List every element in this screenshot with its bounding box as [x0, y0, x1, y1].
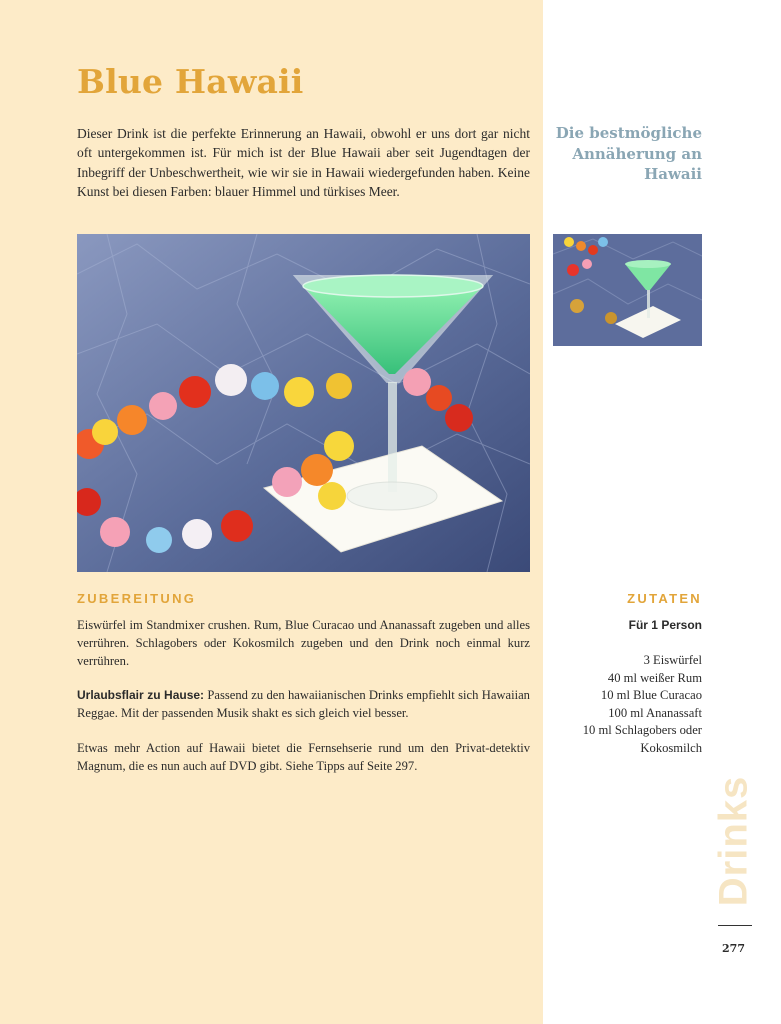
- tip-label: Urlaubsflair zu Hause:: [77, 688, 205, 702]
- thumbnail-cocktail-photo: [553, 234, 702, 346]
- preparation-tip: [77, 687, 530, 723]
- tip-text: Passend zu den hawaiianischen Drinks empfiehlt sich Hawaiian Reggae. Mit der passenden Musik shakt es sich gleich viel besser.: [77, 688, 530, 720]
- ingredient-item: 10 ml Blue Curacao: [600, 688, 702, 703]
- tab-divider: [718, 925, 752, 926]
- ingredient-item: 10 ml Schlagobers oder Kokosmilch: [582, 723, 702, 755]
- ingredient-item: 3 Eiswürfel: [643, 653, 702, 667]
- page-number: 277: [722, 942, 745, 955]
- main-cocktail-photo: [77, 234, 530, 572]
- preparation-note: Etwas mehr Action auf Hawaii bietet die Fernsehserie rund um den Privat-detektiv Magnum, die es nun auch auf DVD gibt. Siehe Tipps auf Seite 297.: [77, 741, 530, 773]
- serving-size: Für 1 Person: [628, 618, 702, 632]
- ingredient-list: [583, 652, 702, 758]
- recipe-title: Blue Hawaii: [77, 62, 304, 101]
- preparation-step: Eiswürfel im Standmixer crushen. Rum, Blue Curacao und Ananassaft zugeben und alles verrühren. Schlagobers oder Kokosmilch zugeben und den Drink noch einmal kurz verrühren.: [77, 618, 530, 668]
- section-tab-label: [713, 776, 755, 906]
- ingredient-item: 40 ml weißer Rum: [607, 670, 702, 685]
- ingredient-item: 100 ml Ananassaft: [608, 705, 702, 720]
- ingredients-heading: ZUTATEN: [627, 591, 702, 606]
- side-quote: Die bestmögliche Annäherung an Hawaii: [555, 124, 702, 183]
- intro-text: Dieser Drink ist die perfekte Erinnerung an Hawaii, obwohl er uns dort gar nicht oft untergekommen ist. Für mich ist der Blue Hawaii aber seit Jugendtagen der Inbegriff der Unbeschwertheit, wie wir sie in Hawaii wiedergefunden haben. Keine Kunst bei diesen Farben: blauer Himmel und türkises Meer.: [77, 126, 530, 200]
- section-tab-text: Drinks: [711, 775, 756, 907]
- preparation-heading: ZUBEREITUNG: [77, 591, 197, 606]
